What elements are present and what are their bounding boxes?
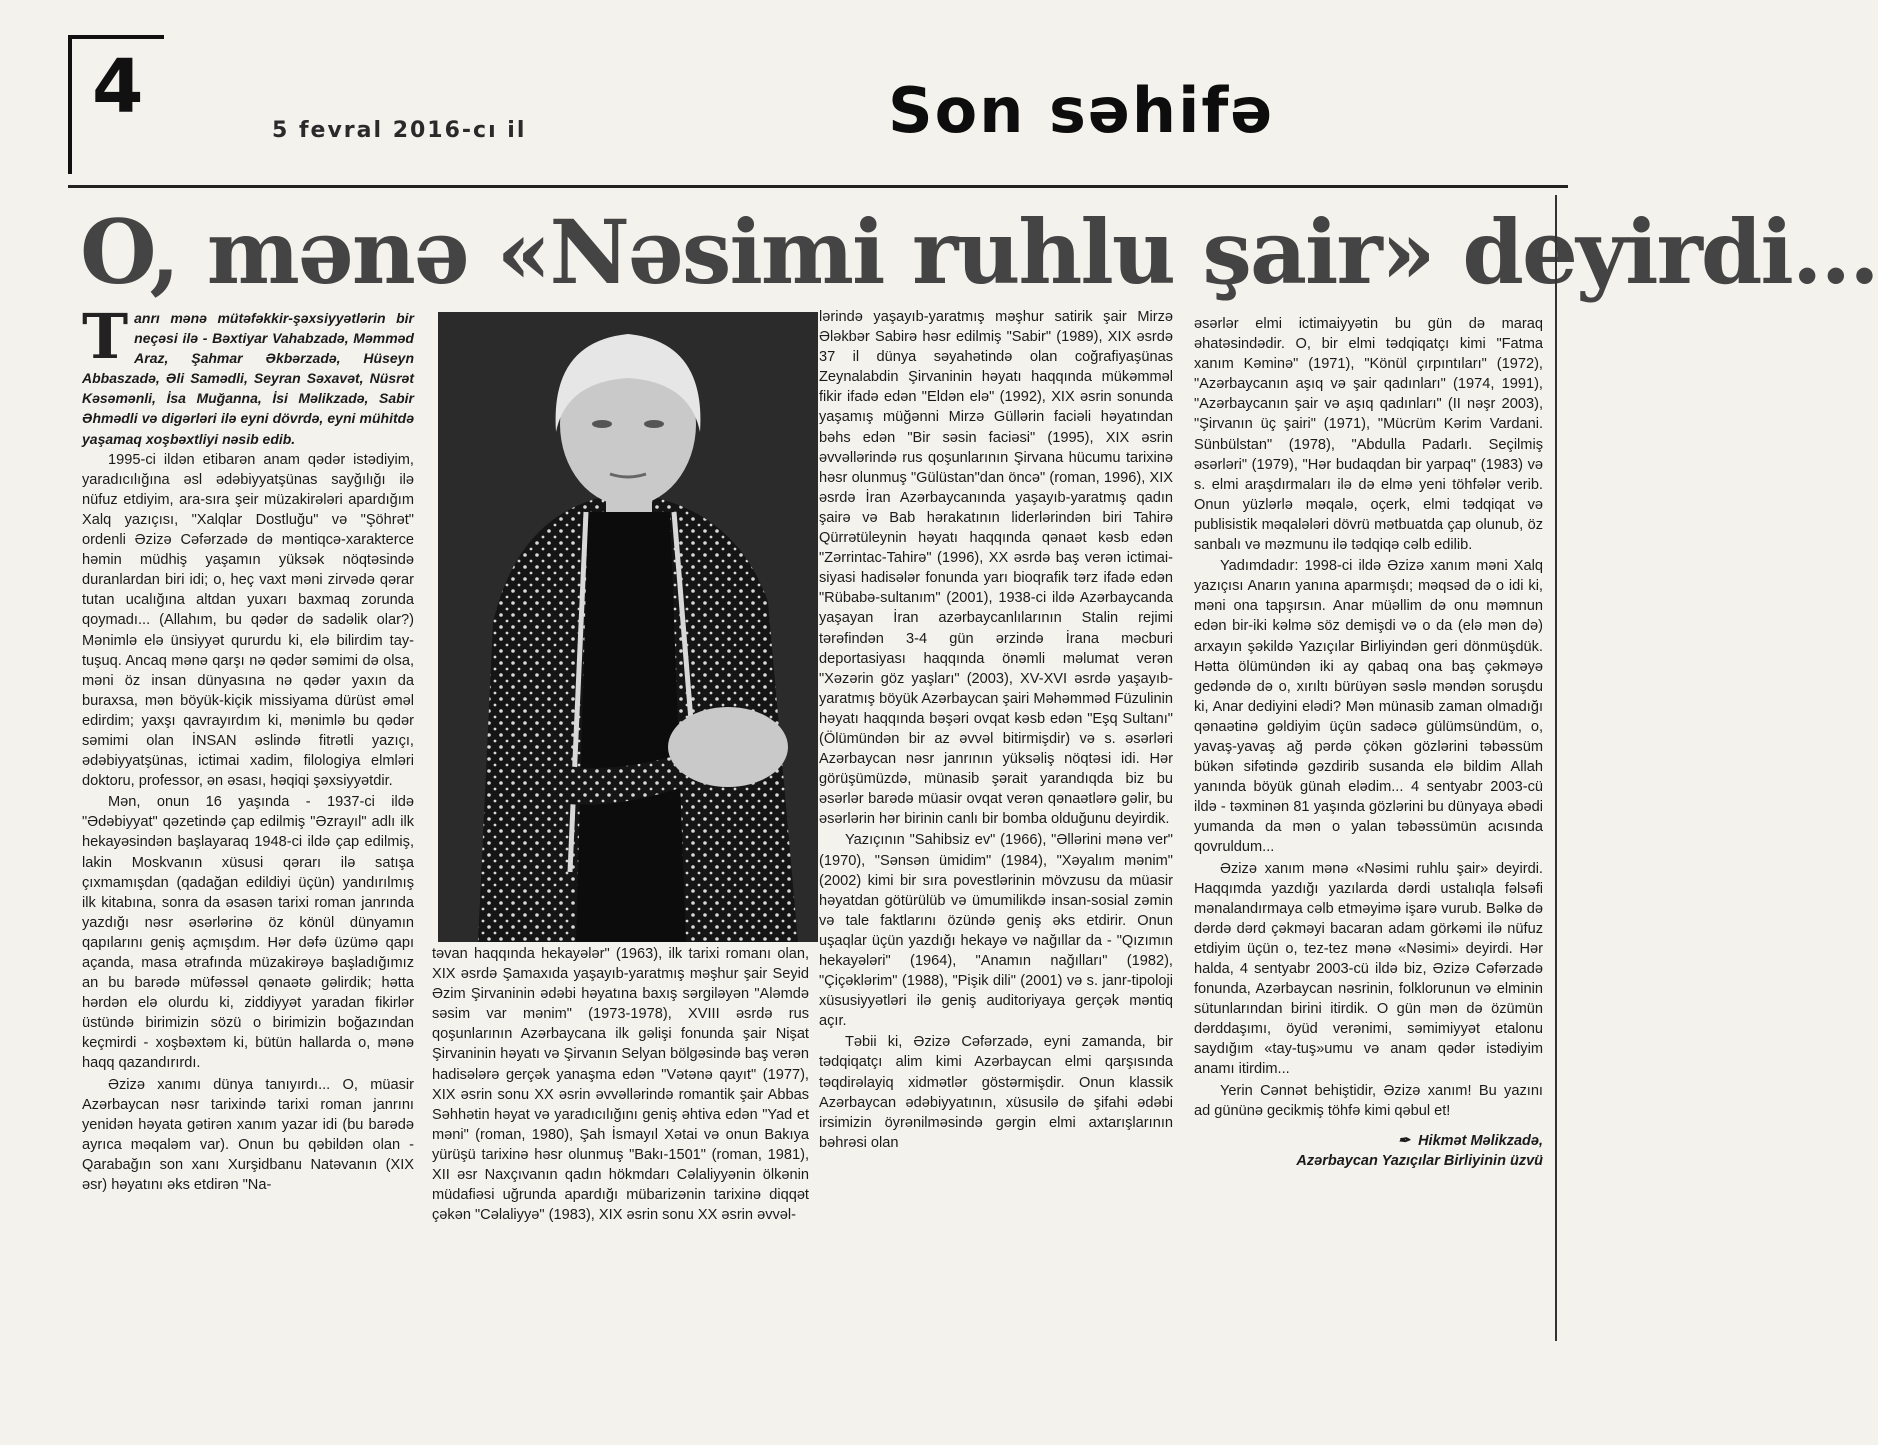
article-intro — [82, 300, 414, 449]
article-headline: O, mənə «Nəsimi ruhlu şair» deyirdi... — [80, 200, 1878, 304]
article-column-1 — [82, 300, 414, 1195]
paragraph: Yerin Cənnət behiştidir, Əzizə xanım! Bu yazını ad gününə gecikmiş töhfə kimi qəbul et! — [1194, 1082, 1543, 1119]
column-rule-right — [1555, 195, 1557, 1341]
pen-icon: ✒ — [1397, 1132, 1411, 1149]
header-rule — [68, 185, 1568, 188]
paragraph: Təbii ki, Əzizə Cəfərzadə, eyni zamanda, bir tədqiqatçı alim kimi Azərbaycan elmi qarşısında təqdirəlayiq xidmətlər göstərmişdir. Onun klassik Azərbaycan ədəbiyyatının, xüsusilə də şifahi ədəbi irsimizin öyrənilməsində gərgin elmi axtarışlarının bəhrəsi olan — [819, 1034, 1173, 1151]
article-column-2 — [432, 944, 809, 1225]
page-number: 4 — [92, 44, 144, 130]
section-title: Son səhifə — [888, 74, 1275, 147]
dropcap: T — [82, 300, 129, 373]
author-portrait-photo — [438, 312, 818, 942]
paragraph: Mən, onun 16 yaşında - 1937-ci ildə "Ədəbiyyat" qəzetində çap edilmiş "Əzrayıl" adlı ilk hekayəsindən başlayaraq 1948-ci ildə çap edilmiş, lakin Moskvanın xüsusi qərarı ilə satışa çıxmamışdan (qadağan edildiyi üçün) yandırılmış ilk kitabına, sonra da əsasən tarixi roman janrında yazdığı nəsr əsərlərinə öz könül dünyamın qapılarını geniş açmışdım. Hər dəfə üzümə qapı açanda, masa ətrafında müzakirəyə başladığımız an bu barədə müfəssəl qənaətə gəlirdik; hətta hərdən elə olurdu ki, ziddiyyət yaradan fikirlər üstündə birimizin sözü o birimizin boğazından keçmirdi - xoşbəxtəm ki, bütün hallarda o, mənə haqq qazandırırdı. — [82, 794, 414, 1072]
paragraph: Yadımdadır: 1998-ci ildə Əzizə xanım məni Xalq yazıçısı Anarın yanına aparmışdı; məqsəd də o idi ki, məni ona tapşırsın. Anar müəllim də onu məmnun edən bir-iki kəlmə söz demişdi və o da (elə mən də) arxayın şəkildə Yazıçılar Birliyindən geri dönmüşdük. Hətta ölümündən iki ay qabaq ona baş çəkməyə gedəndə də o, xırıltı bürüyən səslə məndən soruşdu ki, Anar dediyini elədi? Mən münasib zaman olmadığı qənaətinə gəldiyim üçün sadəcə gülümsündüm, o, yavaş-yavaş ağ pərdə çökən gözlərini təbəssüm bükən sifətində gəzdirib susanda elə bildim Allah yanında böyük günah elədim... 4 sentyabr 2003-cü ildə - təxminən 81 yaşında gözlərini bu dünyaya əbədi yumanda da mən o yalan təbəssümün acısında qovruldum... — [1194, 558, 1543, 856]
paragraph: Yazıçının "Sahibsiz ev" (1966), "Əllərini mənə ver" (1970), "Sənsən ümidim" (1984), "Xəyalım mənim" (2002) kimi bir sıra povestlərinin mövzusu da müasir həyatdan götürülüb və ümumilikdə insan-sosial zəmin və tale faktlarını özündə geniş əks etdirir. Onun uşaqlar üçün yazdığı hekayə və nağıllar da - "Qızımın hekayələri" (1964), "Anamın nağılları" (1982), "Çiçəklərim" (1988), "Pişik dili" (2001) və s. janr-tipoloji xüsusiyyətləri ilə geniş auditoriyaya gerçək məntiq açır. — [819, 832, 1173, 1030]
paragraph: lərində yaşayıb-yaratmış məşhur satirik şair Mirzə Ələkbər Sabirə həsr edilmiş "Sabir" (1989), XIX əsrdə 37 il dünya səyahətində olan coğrafiyaşünas Zeynalabdin Şirvaninin həyatı haqqında mükəmməl fikir ifadə edən "Eldən elə" (1992), XIX əsrin sonunda yaşamış müğənni Mirzə Güllərin faciəli həyatından bəhs edən "Bir səsin faciəsi" (1995), XIX əsrin əvvəllərində rus qoşunlarının Şirvana hücumu tarixinə həsr olunmuş "Gülüstan"dan öncə" (roman, 1996), XIX əsrdə İran Azərbaycanında yaşayıb-yaratmış qadın şairə və Bab hərakatının liderlərindən biri Tahirə Qürrətüleynin həyatı haqqında qənaət kəsb edən "Zərrintac-Tahirə" (1996), XX əsrdə baş verən ictimai-siyasi hadisələr fonunda yarı bioqrafik tərz ifadə edən "Rübabə-sultanım" (2001), 1938-ci ildə Azərbaycanda yaşayan İran azərbaycanlılarının Stalin rejimi tərəfindən 3-4 gün ərzində İrana məcburi deportasiyası haqqında önəmli məlumat verən "Xəzərin göz yaşları" (2003), XV-XVI əsrdə yaşayıb-yaratmış böyük Azərbaycan şairi Məhəmməd Füzulinin həyatı haqqında bəşəri ovqat kəsb edən "Eşq Sultanı" (Ölümündən bir az əvvəl bitirmişdir) və s. əsərləri Azərbaycan nəsr janrının yüksəliş nöqtəsi idi. Hər görüşümüzdə, münasib şərait yarandıqda biz bu əsərlər barədə müasir ovqat verən qənaətlərə gəlir, bu əsərlərin hər birinin canlı bir bomba olduğunu deyirdik. — [819, 309, 1173, 828]
paragraph: Əzizə xanım mənə «Nəsimi ruhlu şair» deyirdi. Haqqımda yazdığı yazılarda dərdi ustalıqla fəlsəfi mənalandırmaya cəlb etməyimə işarə vurub. Bəlkə də dərdə dərd çəkməyi bacaran adam görkəmi ilə nüfuz etdiyim üçün o, tez-tez mənə «Nəsimi» deyirdi. Hər halda, 4 sentyabr 2003-cü ildə biz, Əzizə Cəfərzadə fonunda, Azərbaycan nəsrinin, folklorunun və elminin sütunlarından birini itirdik. O gün mən də özümün dərddaşımı, öyüd verənimi, səmimiyyət etalonu saydığım «tay-tuş»umu və anam qədər istədiyim anamı itirdim... — [1194, 860, 1543, 1078]
paragraph: əsərlər elmi ictimaiyyətin bu gün də maraq əhatəsindədir. O, bir elmi tədqiqatçı kimi "Fatma xanım Kəminə" (1971), "Könül çırpıntıları" (1972), "Azərbaycanın aşıq və şair qadınları" (1974, 1991), "Azərbaycanın şair və aşıq qadınları" (II nəşr 2003), "Şirvanın üç şairi" (1971), "Mücrüm Kərim Vardani. Sünbülstan" (1978), "Abdulla Padarlı. Seçilmiş əsərləri" (1979), "Hər budaqdan bir yarpaq" (1983) və s. elmi araşdırmaları ilə də elmə yeni töhfələr verib. Onun yüzlərlə məqalə, oçerk, elmi tədqiqat və publisistik məqalələri dövrü mətbuatda çap olunub, öz sanbalı və məzmunu ilə tədqiqə cəlb edilib. — [1194, 316, 1543, 554]
portrait-icon — [438, 312, 818, 942]
author-name: Hikmət Məlikzadə, — [1418, 1132, 1543, 1149]
paragraph: təvan haqqında hekayələr" (1963), ilk tarixi romanı olan, XIX əsrdə Şamaxıda yaşayıb-yaratmış məşhur şair Seyid Əzim Şirvaninin ədəbi həyatına baxış sərgiləyən "Aləmdə səsim var mənim" (1973-1978), XVIII əsrdə rus qoşunlarının Azərbaycana ilk gəlişi fonunda şair Nişat Şirvaninin həyatı və Şirvanın Selyan bölgəsində baş verən hadisələrə gerçək yanaşma edən "Vətənə qayıt" (1977), XIX əsrin sonu XX əsrin əvvəllərində romantik şair Abbas Səhhətin həyat və yaradıcılığını geniş əhtiva edən "Yad et məni" (roman, 1980), Şah İsmayıl Xətai və onun Bakıya yürüşü tarixinə həsr olunmuş "Bakı-1501" (roman, 1981), XII əsr Naxçıvanın qadın hökmdarı Cəlaliyyənin ölkənin müdafiəsi uğrunda apardığı mübarizənin tarixinə diqqət çəkən "Cəlaliyyə" (1983), XIX əsrin sonu XX əsrin əvvəl- — [432, 946, 809, 1224]
article-column-4 — [1194, 314, 1543, 1171]
issue-date: 5 fevral 2016-cı il — [272, 118, 527, 143]
author-signature — [1194, 1131, 1543, 1171]
intro-text: anrı mənə mütəfəkkir-şəxsiyyətlərin bir neçəsi ilə - Bəxtiyar Vahabzadə, Məmməd Araz, Şahmar Əkbərzadə, Hüseyn Abbaszadə, Əli Samədli, Seyran Səxavət, Nüsrət Kəsəmənli, İsa Muğanna, İsi Məlikzadə, Sabir Əhmədli və digərləri ilə eyni dövrdə, eyni mühitdə yaşamaq xoşbəxtliyi nəsib edib. — [82, 310, 414, 447]
paragraph: Əzizə xanımı dünya tanıyırdı... O, müasir Azərbaycan nəsr tarixində tarixi roman janrını yenidən həyata gətirən xanım yazar idi (bu barədə ayrıca məqaləm var). Onun bu qəbildən olan - Qarabağın son xanı Xurşidbanu Natəvanın (XIX əsr) həyatını əks etdirən "Na- — [82, 1076, 414, 1194]
article-column-3 — [819, 307, 1173, 1153]
author-role: Azərbaycan Yazıçılar Birliyinin üzvü — [1296, 1152, 1543, 1169]
paragraph: 1995-ci ildən etibarən anam qədər istədiyim, yaradıcılığına əsl ədəbiyyatşünas sayğılığı ilə nüfuz etdiyim, ara-sıra şeir müzakirələri apardığım Xalq yazıçısı, "Xalqlar Dostluğu" və "Şöhrət" ordenli Əzizə Cəfərzadə də məntiqcə-xarakterce həmin müdhiş yaşamın yüksək nöqtəsində duranlardan biri idi; o, heç vaxt məni zirvədə qərar tutan ucalığına altdan yuxarı baxmaq zorunda qoymadı... (Allahım, bu qədər də sadəlik olar?) Mənimlə elə ünsiyyət qururdu ki, elə bilirdim tay-tuşuq. Ancaq mənə qarşı nə qədər səmimi də olsa, məni öz insan dünyasına nə qədər yaxın da buraxsa, mən böyük-kiçik missiyama dürüst əməl edirdim; yaxşı qavrayırdım ki, mənimlə bu qədər səmimi olan İNSAN əslində fitrətli yazıçı, ədəbiyyatşünas, ictimai xadim, filologiya elmləri doktoru, professor, ən əsası, həqiqi şəxsiyyətdir. — [82, 451, 414, 790]
